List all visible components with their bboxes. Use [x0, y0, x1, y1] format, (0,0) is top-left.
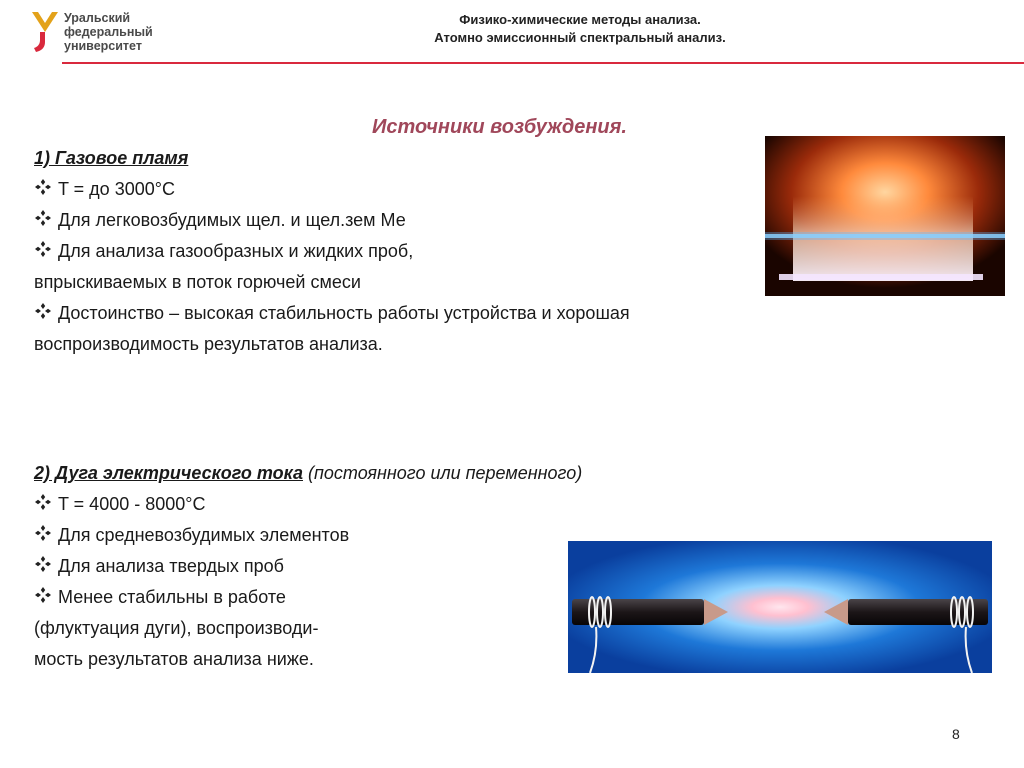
bullet-text: Для легковозбудимых щел. и щел.зем Ме — [58, 210, 406, 230]
diamond-bullet-icon — [34, 298, 58, 329]
page-title: Источники возбуждения. — [372, 116, 627, 138]
diamond-bullet-icon — [34, 489, 58, 520]
bullet-text: T = до 3000°C — [58, 179, 175, 199]
diamond-bullet-icon — [34, 520, 58, 551]
electric-arc-image — [568, 541, 992, 673]
bullet-text: впрыскиваемых в поток горючей смеси — [34, 272, 361, 292]
diamond-bullet-icon — [34, 174, 58, 205]
bullet-text: Для анализа твердых проб — [58, 556, 284, 576]
section-title-note: (постоянного или переменного) — [308, 463, 583, 483]
section-gas-flame — [34, 143, 630, 360]
university-logo — [30, 10, 180, 56]
diamond-bullet-icon — [34, 205, 58, 236]
slide-header-title — [300, 11, 860, 47]
logo-line: Уральский — [64, 11, 131, 25]
bullet-text: T = 4000 - 8000°C — [58, 494, 206, 514]
bullet-text: Для средневозбудимых элементов — [58, 525, 350, 545]
diamond-bullet-icon — [34, 582, 58, 613]
header-title-line: Атомно эмиссионный спектральный анализ. — [434, 30, 726, 45]
page-number: 8 — [952, 726, 960, 742]
bullet-text: воспроизводимость результатов анализа. — [34, 334, 383, 354]
header-title-line: Физико-химические методы анализа. — [459, 12, 701, 27]
bullet-text: мость результатов анализа ниже. — [34, 649, 314, 669]
gas-flame-photo — [765, 136, 1005, 296]
bullet-text: (флуктуация дуги), воспроизводи- — [34, 618, 319, 638]
gas-flame-image — [765, 136, 1005, 296]
bullet-text: Для анализа газообразных и жидких проб, — [58, 241, 414, 261]
urfu-logo-mark-icon — [30, 10, 60, 54]
electric-arc-photo — [568, 541, 992, 673]
header-divider — [62, 62, 1024, 64]
logo-text — [64, 11, 153, 53]
diamond-bullet-icon — [34, 236, 58, 267]
logo-line: федеральный — [64, 25, 153, 39]
diamond-bullet-icon — [34, 551, 58, 582]
section-electric-arc — [34, 458, 582, 675]
section-title: 2) Дуга электрического тока — [34, 463, 303, 483]
section-title: 1) Газовое пламя — [34, 148, 189, 168]
bullet-text: Менее стабильны в работе — [58, 587, 286, 607]
bullet-text: Достоинство – высокая стабильность работы устройства и хорошая — [58, 303, 630, 323]
logo-line: университет — [64, 39, 142, 53]
